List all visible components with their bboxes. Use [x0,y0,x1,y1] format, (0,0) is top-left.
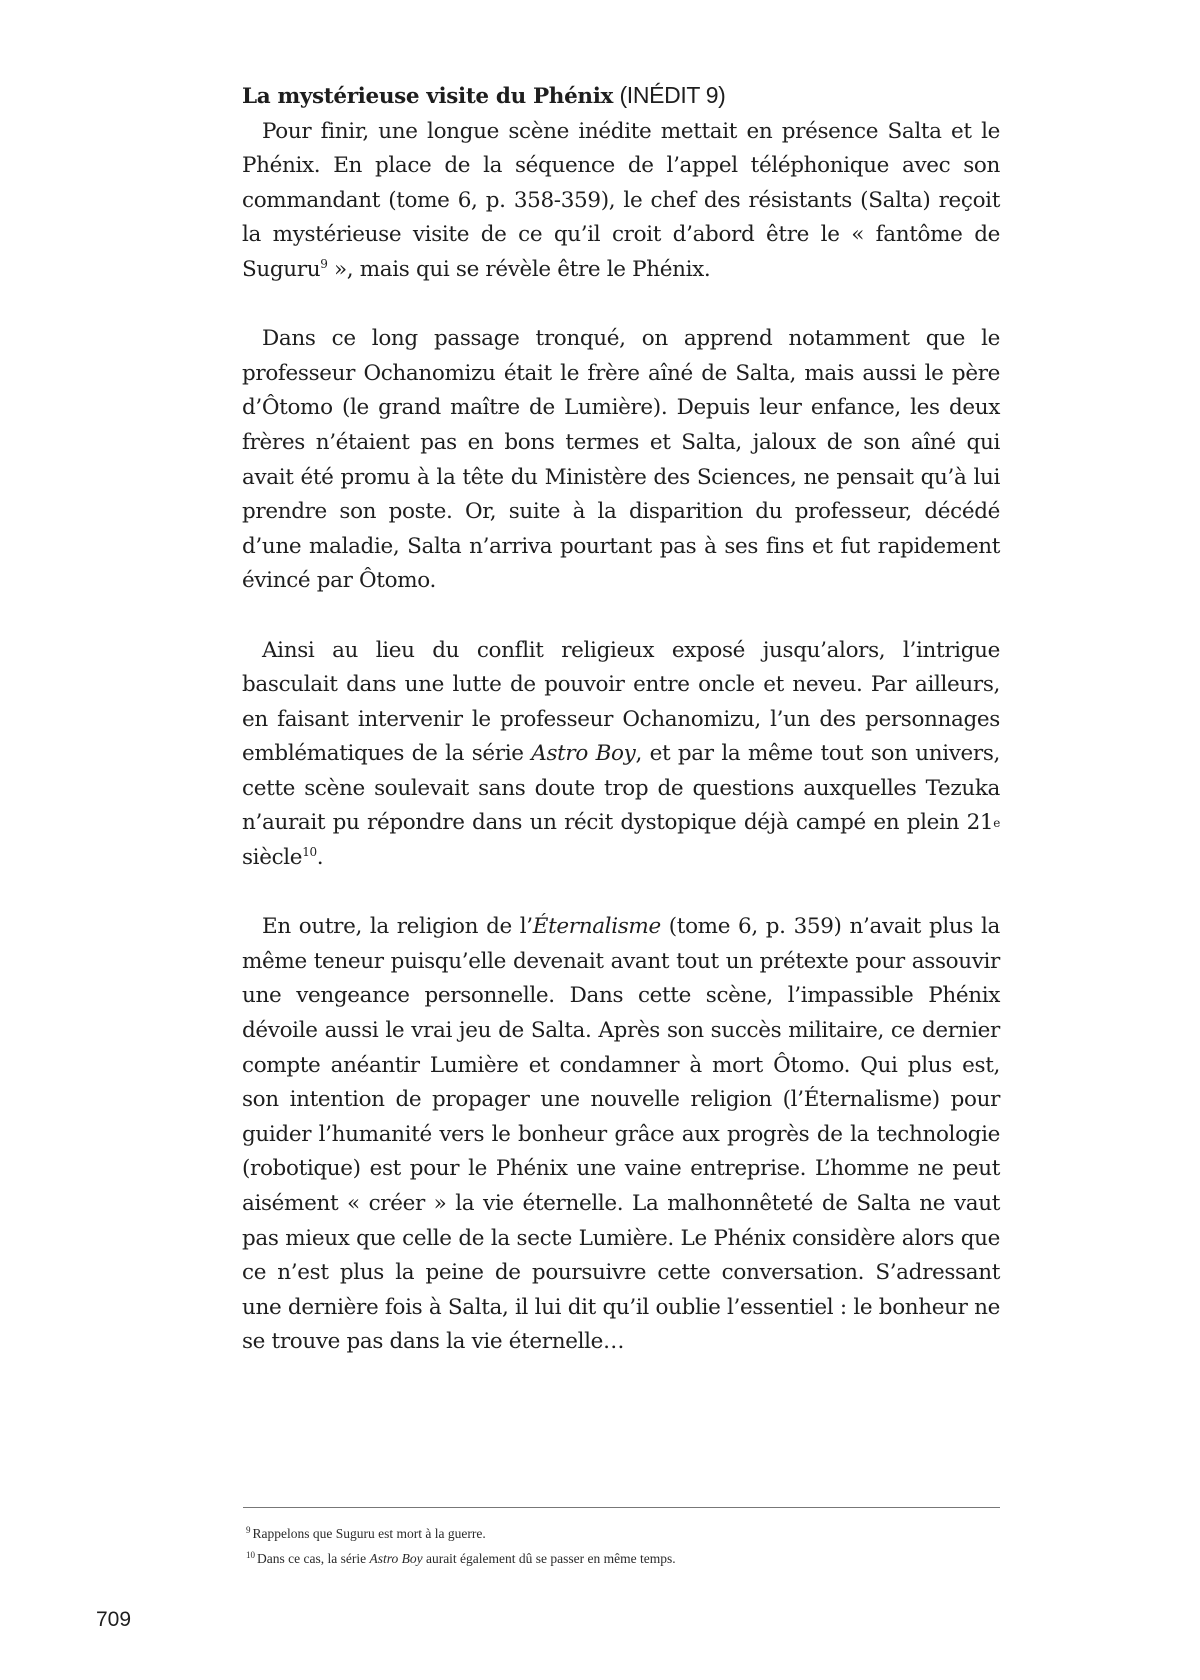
paragraph-3 [242,634,1000,876]
paragraph-4 [242,910,1000,1360]
section-title-suffix: (INÉDIT 9) [619,82,726,108]
paragraph-text: siècle [242,845,303,871]
paragraph-text: (tome 6, p. 359) n’avait plus la même teneur puisqu’elle devenait avant tout un prétexte pour assouvir une vengeance personnelle. Dans cette scène, l’impassible Phénix dévoile aussi le vrai jeu de Salta. Après son succès militaire, ce dernier compte anéantir Lumière et condamner à mort Ôtomo. Qui plus est, son intention de propager une nouvelle religion (l’Éternalisme) pour guider l’humanité vers le bonheur grâce aux progrès de la technologie (robotique) est pour le Phénix une vaine entreprise. L’homme ne peut aisément « créer » la vie éternelle. La malhonnêteté de Salta ne vaut pas mieux que celle de la secte Lumière. Le Phénix considère alors que ce n’est plus la peine de poursuivre cette conversation. S’adressant une dernière fois à Salta, il lui dit qu’il oublie l’essentiel : le bonheur ne se trouve pas dans la vie éternelle… [242,914,1000,1355]
footnote-italic-title: Astro Boy [369,1551,423,1566]
paragraph-text: , et par la même tout son univers, cette scène soulevait sans doute trop de questions auxquelles Tezuka n’aurait pu répondre dans un récit dystopique déjà campé en plein 21 [242,741,1000,836]
paragraph-text: . [316,845,324,871]
body-column [242,78,1000,1360]
footnotes [246,1521,1006,1571]
paragraph-text: En outre, la religion de l’ [262,914,533,940]
footnote-ref-9[interactable]: 9 [320,256,328,271]
paragraph-text: », mais qui se révèle être le Phénix. [327,256,711,282]
footnote-ref-10[interactable]: 10 [302,844,317,859]
footnote-9 [246,1521,1006,1546]
footnote-number: 10 [246,1550,255,1560]
page-number: 709 [96,1608,132,1631]
footnote-number: 9 [246,1525,251,1535]
paragraph-1 [242,115,1000,288]
section-title: La mystérieuse visite du Phénix [242,84,613,109]
footnote-text: Rappelons que Suguru est mort à la guerre. [252,1526,486,1541]
footnote-text: aurait également dû se passer en même temps. [422,1551,676,1566]
footnote-divider [243,1507,1000,1508]
footnote-10 [246,1546,1006,1571]
footnote-text: Dans ce cas, la série [257,1551,370,1566]
paragraph-text: Pour finir, une longue scène inédite mettait en présence Salta et le Phénix. En place de la séquence de l’appel téléphonique avec son commandant (tome 6, p. 358-359), le chef des résistants (Salta) reçoit la mystérieuse visite de ce qu’il croit d’abord être le « fantôme de Suguru [242,118,1000,282]
paragraph-2: Dans ce long passage tronqué, on apprend notamment que le professeur Ochanomizu était le frère aîné de Salta, mais aussi le père d’Ôtomo (le grand maître de Lumière). Depuis leur enfance, les deux frères n’étaient pas en bons termes et Salta, jaloux de son aîné qui avait été promu à la tête du Ministère des Sciences, ne pensait qu’à lui prendre son poste. Or, suite à la disparition du professeur, décédé d’une maladie, Salta n’arriva pourtant pas à ses fins et fut rapidement évincé par Ôtomo. [242,326,1000,594]
section-heading [242,78,1000,115]
title-astro-boy: Astro Boy [531,741,636,767]
paragraph-text: Ainsi au lieu du conflit religieux exposé jusqu’alors, l’intrigue basculait dans une lutte de pouvoir entre oncle et neveu. Par ailleurs, en faisant intervenir le professeur Ochanomizu, l’un des personnages emblématiques de la série [242,637,1000,767]
term-eternalisme: Éternalisme [532,914,661,940]
ordinal-suffix: e [993,816,1000,831]
